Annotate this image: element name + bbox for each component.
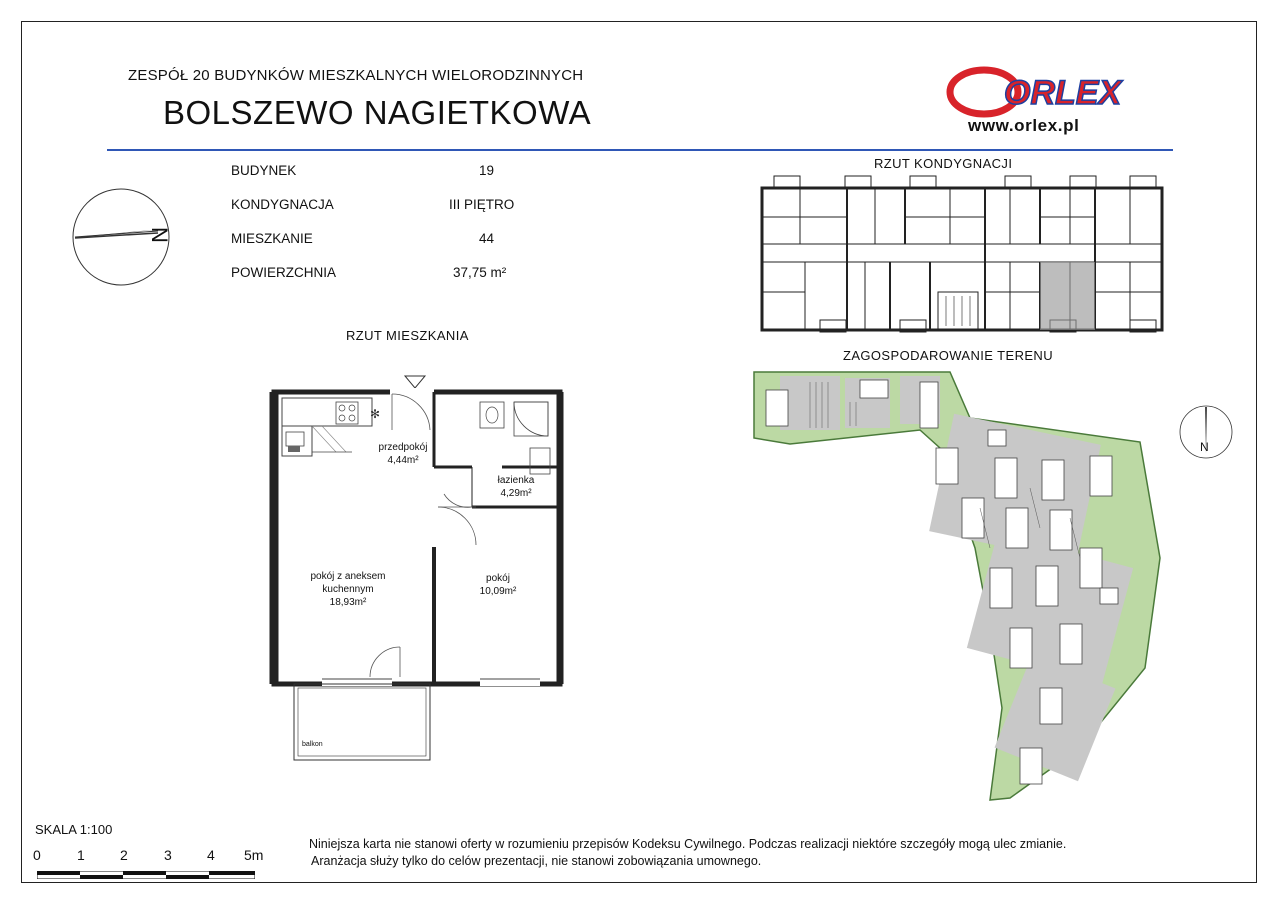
scale-tick-2: 2: [120, 847, 128, 863]
site-plan: [750, 368, 1170, 808]
info-label-building: BUDYNEK: [231, 163, 297, 178]
info-label-apartment: MIESZKANIE: [231, 231, 313, 246]
info-value-area: 37,75 m²: [453, 265, 507, 280]
logo-url: www.orlex.pl: [968, 116, 1080, 135]
disclaimer-line-1: Niniejsza karta nie stanowi oferty w rozumieniu przepisów Kodeksu Cywilnego. Podczas realizacji niektóre szczegóły mogą ulec zmianie.: [309, 837, 1067, 851]
scale-label: SKALA 1:100: [35, 822, 113, 837]
apartment-plan-caption: RZUT MIESZKANIA: [346, 328, 469, 343]
header-divider: [107, 149, 1173, 151]
scale-tick-1: 1: [77, 847, 85, 863]
info-label-area: POWIERZCHNIA: [231, 265, 337, 280]
svg-text:✻: ✻: [370, 407, 381, 421]
scale-bar: [37, 866, 255, 874]
room-hall: [372, 441, 434, 467]
room-living-name-1: pokój z aneksem: [310, 571, 386, 582]
scale-tick-4: 4: [207, 847, 215, 863]
room-bedroom: [466, 572, 530, 598]
project-subtitle: ZESPÓŁ 20 BUDYNKÓW MIESZKALNYCH WIELORODZINNYCH: [128, 67, 584, 84]
compass-north-label: N: [146, 227, 172, 243]
room-hall-area: 4,44m²: [387, 455, 419, 466]
room-living: [292, 570, 404, 609]
room-bedroom-name: pokój: [486, 573, 510, 584]
site-compass-north-label: N: [1200, 440, 1209, 454]
logo-wordmark: ORLEX: [1004, 74, 1122, 112]
room-bathroom-name: łazienka: [497, 475, 535, 486]
room-living-area: 18,93m²: [329, 597, 367, 608]
scale-tick-3: 3: [164, 847, 172, 863]
room-living-name-2: kuchennym: [322, 584, 374, 595]
scale-tick-5: 5m: [244, 847, 264, 863]
info-value-floor: III PIĘTRO: [449, 197, 515, 212]
disclaimer-line-2: Aranżacja służy tylko do celów prezentacji, nie stanowi zobowiązania umownego.: [311, 854, 762, 868]
disclaimer: [309, 836, 1066, 870]
building-floor-plan: [750, 172, 1172, 337]
room-hall-name: przedpokój: [378, 442, 428, 453]
highlighted-apartment: [1040, 262, 1095, 330]
room-bathroom: [484, 474, 548, 500]
info-value-apartment: 44: [479, 231, 495, 246]
info-label-floor: KONDYGNACJA: [231, 197, 334, 212]
info-value-building: 19: [479, 163, 495, 178]
apartment-floor-plan: [262, 372, 572, 764]
room-balcony: balkon: [302, 741, 323, 748]
room-bathroom-area: 4,29m²: [500, 488, 532, 499]
orlex-logo: [946, 66, 1176, 118]
site-plan-caption: ZAGOSPODAROWANIE TERENU: [843, 348, 1054, 363]
room-bedroom-area: 10,09m²: [479, 586, 517, 597]
project-title: BOLSZEWO NAGIETKOWA: [163, 94, 592, 131]
floor-plan-caption: RZUT KONDYGNACJI: [874, 156, 1013, 171]
scale-tick-0: 0: [33, 847, 41, 863]
